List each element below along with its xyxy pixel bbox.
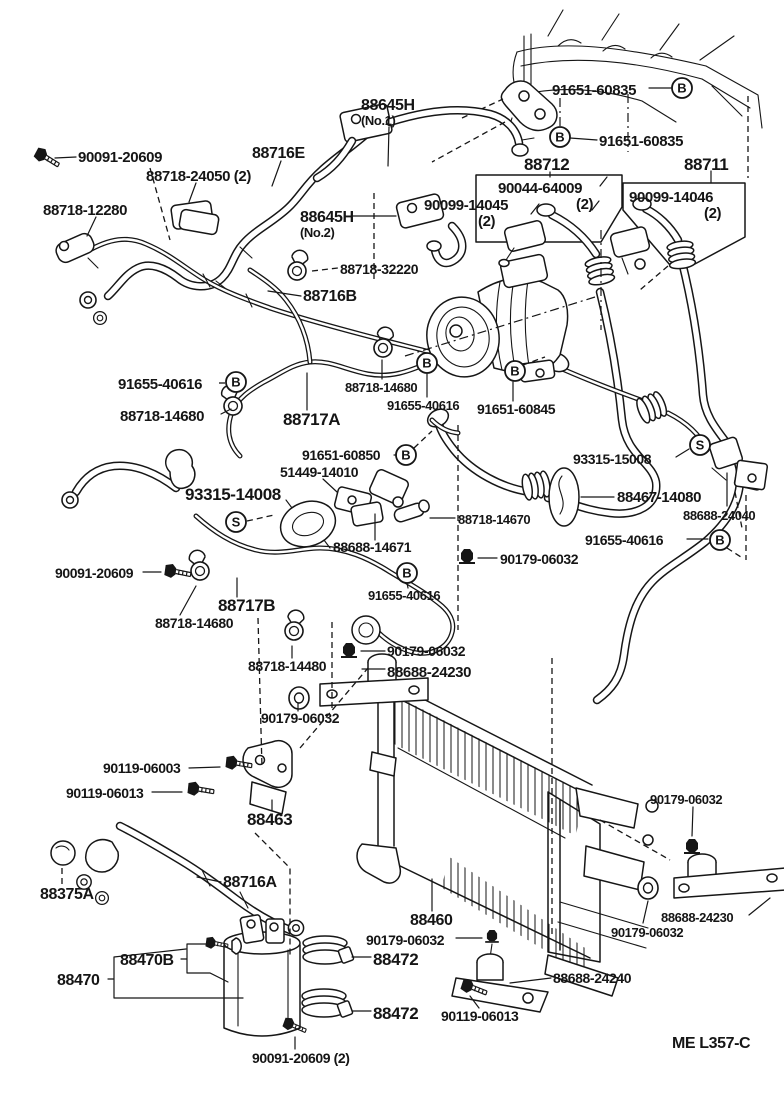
part-number-label: 91655-40616 (585, 532, 664, 548)
bolt-marker-icon (396, 445, 416, 465)
part-number-label: 88645H (361, 97, 415, 114)
part-number-label: 90179-06032 (261, 710, 340, 726)
part-number-label: 90119-06003 (103, 760, 181, 776)
part-number-label: 88716E (252, 145, 305, 162)
part-number-label: 91651-60845 (477, 401, 556, 417)
part-number-label: 88718-14680 (345, 380, 418, 395)
part-number-label: 88470B (120, 952, 174, 969)
part-number-label: 88688-24240 (553, 970, 632, 986)
part-number-label: 88717B (218, 596, 276, 615)
part-number-label: 88716B (303, 288, 357, 305)
part-number-label: 88470 (57, 972, 100, 989)
clamp-88718-14480 (284, 609, 306, 641)
part-number-label: 88688-14671 (333, 539, 412, 555)
grommet-88467-14080 (549, 468, 579, 526)
screw-marker-icon (690, 435, 710, 455)
part-number-label: 88718-32220 (340, 261, 419, 277)
screw-marker-icon (226, 512, 246, 532)
svg-text:B: B (555, 129, 565, 145)
clamp-88472-top (303, 936, 354, 964)
fitting-90044-64009 (610, 226, 651, 274)
part-number-label: 88472 (373, 950, 419, 969)
part-number-label: 90179-06032 (611, 925, 684, 940)
part-number-label: 91651-60835 (552, 82, 637, 99)
part-number-label: 91655-40616 (118, 376, 203, 393)
part-number-label: 91651-60850 (302, 447, 381, 463)
part-number-label: 88375A (40, 886, 94, 903)
part-number-label: (2) (478, 213, 496, 230)
bolt-marker-icon (397, 563, 417, 583)
bolt-90091-20609-mid (164, 563, 192, 580)
part-number-label: 88460 (410, 912, 453, 929)
part-number-label: 90099-14045 (424, 197, 509, 214)
part-number-label: 88688-24040 (683, 508, 756, 523)
bracket-88718-12280 (54, 231, 98, 268)
part-number-label: 88467-14080 (617, 489, 702, 506)
nut-90179-06032-center (459, 549, 475, 563)
svg-text:B: B (510, 363, 520, 379)
part-number-label: 90179-06032 (650, 792, 723, 807)
svg-text:B: B (401, 447, 411, 463)
svg-text:B: B (422, 355, 432, 371)
part-number-label: 88718-14680 (120, 408, 205, 425)
svg-text:B: B (402, 565, 412, 581)
part-number-label: 90179-06032 (366, 932, 445, 948)
part-number-label: (No.1) (361, 113, 396, 128)
part-number-label: 90044-64009 (498, 180, 583, 197)
part-number-label: 88718-12280 (43, 202, 128, 219)
part-number-label: 90091-20609 (2) (252, 1050, 350, 1066)
part-number-label: 90179-06032 (387, 643, 466, 659)
bolt-marker-icon (417, 353, 437, 373)
part-number-label: 88718-14480 (248, 658, 327, 674)
cap-88375A (51, 841, 75, 865)
clamp-88718-32220 (286, 249, 310, 282)
part-number-label: 91655-40616 (368, 588, 441, 603)
svg-text:B: B (677, 80, 687, 96)
washer-90179-06032-right (638, 877, 658, 899)
condenser-drawing (357, 681, 658, 996)
part-number-label: 88463 (247, 810, 293, 829)
grommet-93315-14008 (274, 494, 342, 554)
part-number-label: 88472 (373, 1004, 419, 1023)
svg-text:B: B (715, 532, 725, 548)
part-number-label: 88718-24050 (2) (146, 168, 251, 185)
part-number-label: (2) (576, 196, 594, 213)
part-number-label: 88718-14680 (155, 615, 234, 631)
bolt-marker-icon (226, 372, 246, 392)
part-number-label: 90091-20609 (55, 565, 134, 581)
bolt-marker-icon (710, 530, 730, 550)
part-number-label: 88711 (684, 155, 729, 174)
part-number-label: 88716A (223, 874, 277, 891)
part-number-label: 90119-06013 (441, 1008, 519, 1024)
bolt-90119-06013-left (187, 781, 214, 798)
screw-88470B (205, 936, 241, 954)
part-number-label: 90179-06032 (500, 551, 579, 567)
part-number-label: 91655-40616 (387, 398, 460, 413)
svg-text:B: B (231, 374, 241, 390)
mount-88688-24230-right (674, 839, 784, 898)
bracket-88688-24040 (709, 436, 768, 490)
bolt-marker-icon (672, 78, 692, 98)
drawing-code: ME L357-C (672, 1035, 751, 1052)
part-number-label: 88717A (283, 410, 341, 429)
part-number-label: 88688-24230 (661, 910, 734, 925)
svg-text:S: S (695, 437, 705, 453)
part-number-label: 88712 (524, 155, 570, 174)
part-number-label: (2) (704, 205, 722, 222)
bolt-marker-icon (550, 127, 570, 147)
part-number-label: 88688-24230 (387, 664, 472, 681)
washer-90179-06032-mid (289, 687, 309, 709)
part-number-label: 93315-14008 (185, 485, 281, 504)
part-number-label: 90119-06013 (66, 785, 144, 801)
part-number-label: 93315-15008 (573, 451, 652, 467)
part-number-label: 91651-60835 (599, 133, 684, 150)
part-number-label: 88718-14670 (458, 512, 531, 527)
part-number-label: (No.2) (300, 225, 335, 240)
bolt-marker-icon (505, 361, 525, 381)
bracket-88718-24050 (171, 200, 220, 235)
clamp-88472-bottom (302, 989, 353, 1018)
clamp-88718-14680-lower (187, 549, 211, 582)
part-number-label: 51449-14010 (280, 464, 359, 480)
part-number-label: 90099-14046 (629, 189, 714, 206)
svg-text:S: S (231, 514, 241, 530)
part-number-label: 90091-20609 (78, 149, 163, 166)
part-number-label: 88645H (300, 209, 354, 226)
bracket-88463 (243, 741, 292, 814)
